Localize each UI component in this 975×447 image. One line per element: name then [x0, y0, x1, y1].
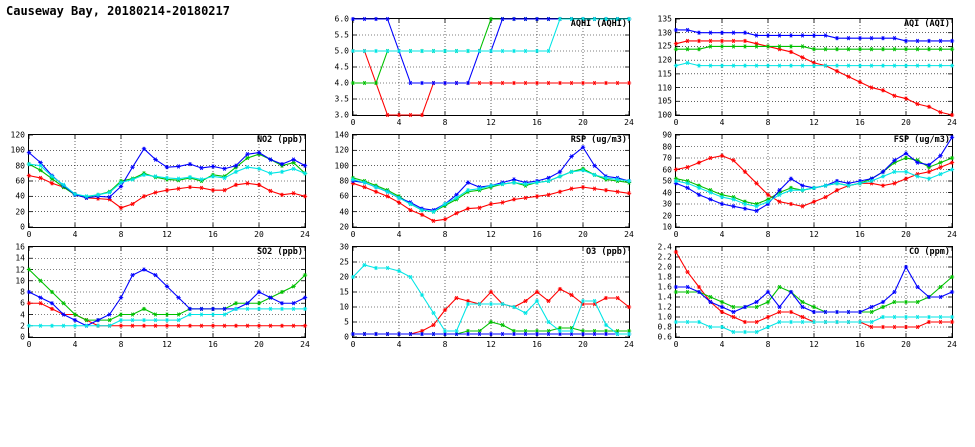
y-tick-label: 12: [15, 265, 25, 274]
y-tick-label: 20: [339, 272, 349, 282]
y-tick-label: 4.5: [334, 62, 349, 72]
panel-aqi: [657, 14, 957, 127]
y-tick-label: 6.0: [334, 14, 349, 24]
x-tick-label: 16: [532, 118, 542, 127]
x-tick-label: 4: [396, 230, 402, 239]
x-tick-label: 24: [624, 230, 634, 239]
x-tick-label: 8: [442, 118, 448, 127]
panel-rsp: [334, 130, 634, 239]
plot-title: SO2 (ppb): [256, 247, 303, 257]
x-tick-label: 16: [855, 340, 865, 349]
plot-aqi: [657, 14, 957, 127]
y-tick-label: 20: [15, 207, 25, 217]
y-tick-label: 40: [662, 188, 672, 197]
x-tick-label: 20: [578, 118, 588, 127]
x-tick-label: 24: [624, 118, 634, 127]
y-tick-label: 14: [15, 253, 25, 263]
y-tick-label: 1.6: [657, 282, 672, 292]
x-tick-label: 12: [809, 118, 819, 127]
y-tick-label: 40: [15, 191, 25, 201]
plot-title: CO (ppm): [909, 247, 950, 257]
y-tick-label: 5.5: [334, 30, 349, 40]
x-tick-label: 20: [254, 230, 264, 239]
y-tick-label: 130: [657, 28, 672, 38]
y-tick-label: 5.0: [334, 46, 349, 56]
plot-canvas: [352, 246, 630, 338]
plot-canvas: [675, 18, 953, 116]
y-tick-label: 100: [657, 110, 672, 120]
plot-canvas: [675, 134, 953, 228]
page-title: Causeway Bay, 20180214-20180217: [6, 4, 230, 18]
x-tick-label: 20: [578, 340, 588, 349]
x-tick-label: 4: [719, 118, 725, 127]
x-tick-label: 24: [947, 230, 957, 239]
y-tick-label: 0: [20, 332, 25, 342]
plot-title: O3 (ppb): [586, 247, 627, 257]
y-tick-label: 135: [657, 14, 672, 24]
plot-so2: [15, 242, 310, 349]
plot-canvas: [28, 246, 306, 338]
x-tick-label: 0: [350, 340, 356, 349]
y-tick-label: 1.0: [657, 312, 672, 322]
plot-canvas: [28, 134, 306, 228]
series-line: [353, 265, 629, 334]
plot-title: AQHI (AQHI): [570, 19, 627, 29]
x-tick-label: 16: [532, 340, 542, 349]
y-tick-label: 8: [20, 287, 25, 297]
plot-canvas: [352, 18, 630, 116]
plot-o3: [339, 242, 634, 349]
x-tick-label: 16: [208, 340, 218, 349]
x-tick-label: 4: [72, 230, 78, 239]
plot-canvas: [675, 246, 953, 338]
y-tick-label: 1.2: [657, 302, 672, 312]
x-tick-label: 20: [901, 230, 911, 239]
y-tick-label: 10: [662, 222, 672, 232]
y-tick-label: 25: [339, 257, 349, 267]
series-line: [353, 170, 629, 211]
plot-aqhi: [334, 14, 634, 127]
y-tick-label: 3.0: [334, 110, 349, 120]
y-tick-label: 0: [344, 332, 349, 342]
x-tick-label: 16: [532, 230, 542, 239]
y-tick-label: 20: [339, 222, 349, 232]
y-tick-label: 80: [15, 161, 25, 171]
y-tick-label: 115: [657, 69, 672, 79]
y-tick-label: 90: [662, 130, 672, 140]
plot-title: AQI (AQI): [903, 19, 950, 29]
y-tick-label: 30: [662, 199, 672, 209]
y-tick-label: 120: [10, 130, 25, 140]
x-tick-label: 12: [486, 340, 496, 349]
x-tick-label: 24: [300, 230, 310, 239]
y-tick-label: 70: [662, 153, 672, 163]
x-tick-label: 12: [809, 340, 819, 349]
y-tick-label: 60: [15, 176, 25, 186]
x-tick-label: 0: [673, 230, 679, 239]
x-tick-label: 24: [947, 340, 957, 349]
x-tick-label: 16: [855, 230, 865, 239]
x-tick-label: 16: [855, 118, 865, 127]
x-tick-label: 8: [442, 340, 448, 349]
series-line: [353, 183, 629, 221]
y-tick-label: 50: [662, 176, 672, 186]
x-tick-label: 24: [300, 340, 310, 349]
y-tick-label: 4: [20, 310, 25, 319]
y-tick-label: 1.4: [657, 292, 672, 302]
x-tick-label: 12: [162, 340, 172, 349]
y-tick-label: 16: [15, 242, 25, 252]
y-tick-label: 30: [339, 242, 349, 252]
x-tick-label: 8: [765, 230, 771, 239]
x-tick-label: 4: [719, 230, 725, 239]
x-tick-label: 20: [578, 230, 588, 239]
x-tick-label: 12: [486, 118, 496, 127]
panel-so2: [15, 242, 310, 349]
x-tick-label: 0: [673, 340, 679, 349]
y-tick-label: 2.2: [657, 252, 672, 262]
panel-co: [657, 242, 957, 349]
y-tick-label: 140: [334, 130, 349, 140]
x-tick-label: 24: [624, 340, 634, 349]
plot-co: [657, 242, 957, 349]
x-tick-label: 8: [765, 340, 771, 349]
y-tick-label: 10: [339, 302, 349, 312]
y-tick-label: 15: [339, 287, 349, 297]
panel-no2: [10, 130, 310, 239]
y-tick-label: 0.6: [657, 332, 672, 342]
y-tick-label: 100: [334, 161, 349, 171]
x-tick-label: 8: [765, 118, 771, 127]
y-tick-label: 2: [20, 321, 25, 331]
panel-aqhi: [334, 14, 634, 127]
x-tick-label: 20: [254, 340, 264, 349]
x-tick-label: 4: [719, 340, 725, 349]
y-tick-label: 80: [339, 176, 349, 186]
x-tick-label: 12: [486, 230, 496, 239]
x-tick-label: 20: [901, 118, 911, 127]
y-tick-label: 105: [657, 96, 672, 106]
x-tick-label: 24: [947, 118, 957, 127]
y-tick-label: 6: [20, 298, 25, 308]
y-tick-label: 80: [662, 142, 672, 151]
plot-title: FSP (ug/m3): [893, 135, 950, 145]
x-tick-label: 8: [442, 230, 448, 239]
x-tick-label: 0: [350, 230, 356, 239]
y-tick-label: 5: [344, 317, 349, 327]
y-tick-label: 1.8: [657, 272, 672, 282]
x-tick-label: 4: [72, 340, 78, 349]
plot-no2: [10, 130, 310, 239]
x-tick-label: 8: [118, 340, 124, 349]
y-tick-label: 2.0: [657, 262, 672, 272]
x-tick-label: 0: [350, 118, 356, 127]
y-tick-label: 125: [657, 41, 672, 51]
y-tick-label: 3.5: [334, 94, 349, 104]
x-tick-label: 4: [396, 340, 402, 349]
series-line: [353, 169, 629, 212]
y-tick-label: 20: [662, 211, 672, 220]
y-tick-label: 120: [657, 55, 672, 65]
x-tick-label: 0: [26, 230, 32, 239]
x-tick-label: 0: [673, 118, 679, 127]
panel-fsp: [662, 130, 957, 239]
y-tick-label: 2.4: [657, 242, 672, 252]
x-tick-label: 0: [26, 340, 32, 349]
x-tick-label: 8: [118, 230, 124, 239]
panel-o3: [339, 242, 634, 349]
plot-rsp: [334, 130, 634, 239]
y-tick-label: 100: [10, 145, 25, 155]
x-tick-label: 12: [162, 230, 172, 239]
plot-title: RSP (ug/m3): [570, 135, 627, 145]
y-tick-label: 110: [657, 83, 672, 93]
y-tick-label: 60: [339, 191, 349, 201]
x-tick-label: 16: [208, 230, 218, 239]
plot-fsp: [662, 130, 957, 239]
x-tick-label: 20: [901, 340, 911, 349]
x-tick-label: 4: [396, 118, 402, 127]
y-tick-label: 40: [339, 207, 349, 217]
y-tick-label: 0: [20, 222, 25, 232]
y-tick-label: 0.8: [657, 322, 672, 332]
y-tick-label: 120: [334, 145, 349, 155]
y-tick-label: 4.0: [334, 78, 349, 88]
y-tick-label: 10: [15, 276, 25, 286]
plot-title: NO2 (ppb): [256, 135, 303, 145]
x-tick-label: 12: [809, 230, 819, 239]
plot-canvas: [352, 134, 630, 228]
y-tick-label: 60: [662, 165, 672, 174]
